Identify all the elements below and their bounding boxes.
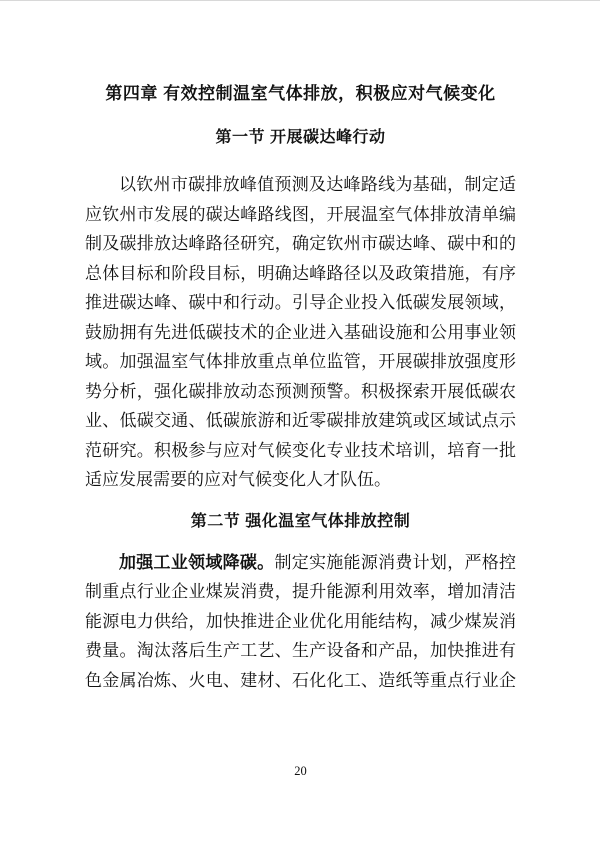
body-line: 范研究。积极参与应对气候变化专业技术培训，培育一批 (85, 440, 516, 460)
body-line: 业、低碳交通、低碳旅游和近零碳排放建筑或区域试点示 (85, 411, 516, 430)
bold-lead-text: 加强工业领域降碳。 (119, 552, 275, 572)
page-content (0, 83, 600, 779)
body-line: 总体目标和阶段目标，明确达峰路径以及政策措施，有序 (85, 263, 516, 283)
section-heading-1: 第一节 开展碳达峰行动 (215, 129, 386, 146)
body-line: 域。加强温室气体排放重点单位监管，开展碳排放强度形 (85, 352, 516, 371)
body-line-text: 制定实施能源消费计划，严格控 (274, 552, 516, 572)
body-line: 制重点行业企业煤炭消费，提升能源利用效率，增加清洁 (85, 582, 516, 601)
body-line: 应钦州市发展的碳达峰路线图，开展温室气体排放清单编 (85, 204, 516, 224)
chapter-title: 第四章 有效控制温室气体排放，积极应对气候变化 (105, 84, 496, 103)
body-line: 以钦州市碳排放峰值预测及达峰路线为基础，制定适 (119, 175, 516, 194)
body-line (85, 548, 516, 578)
body-line: 能源电力供给，加快推进企业优化用能结构，减少煤炭消 (85, 611, 516, 631)
body-line: 鼓励拥有先进低碳技术的企业进入基础设施和公用事业领 (85, 322, 516, 342)
paragraph-2 (85, 548, 516, 696)
body-line: 制及碳排放达峰路径研究，确定钦州市碳达峰、碳中和的 (85, 234, 516, 253)
body-line: 费量。淘汰落后生产工艺、生产设备和产品，加快推进有 (85, 641, 516, 660)
body-line: 势分析，强化碳排放动态预测预警。积极探索开展低碳农 (85, 381, 516, 401)
body-line: 适应发展需要的应对气候变化人才队伍。 (85, 470, 391, 489)
body-line: 色金属冶炼、火电、建材、石化化工、造纸等重点行业企 (85, 670, 516, 690)
page-number: 20 (294, 764, 307, 778)
body-line: 推进碳达峰、碳中和行动。引导企业投入低碳发展领域， (85, 293, 516, 312)
section-heading-2: 第二节 强化温室气体排放控制 (190, 512, 411, 530)
paragraph-1 (85, 170, 516, 495)
